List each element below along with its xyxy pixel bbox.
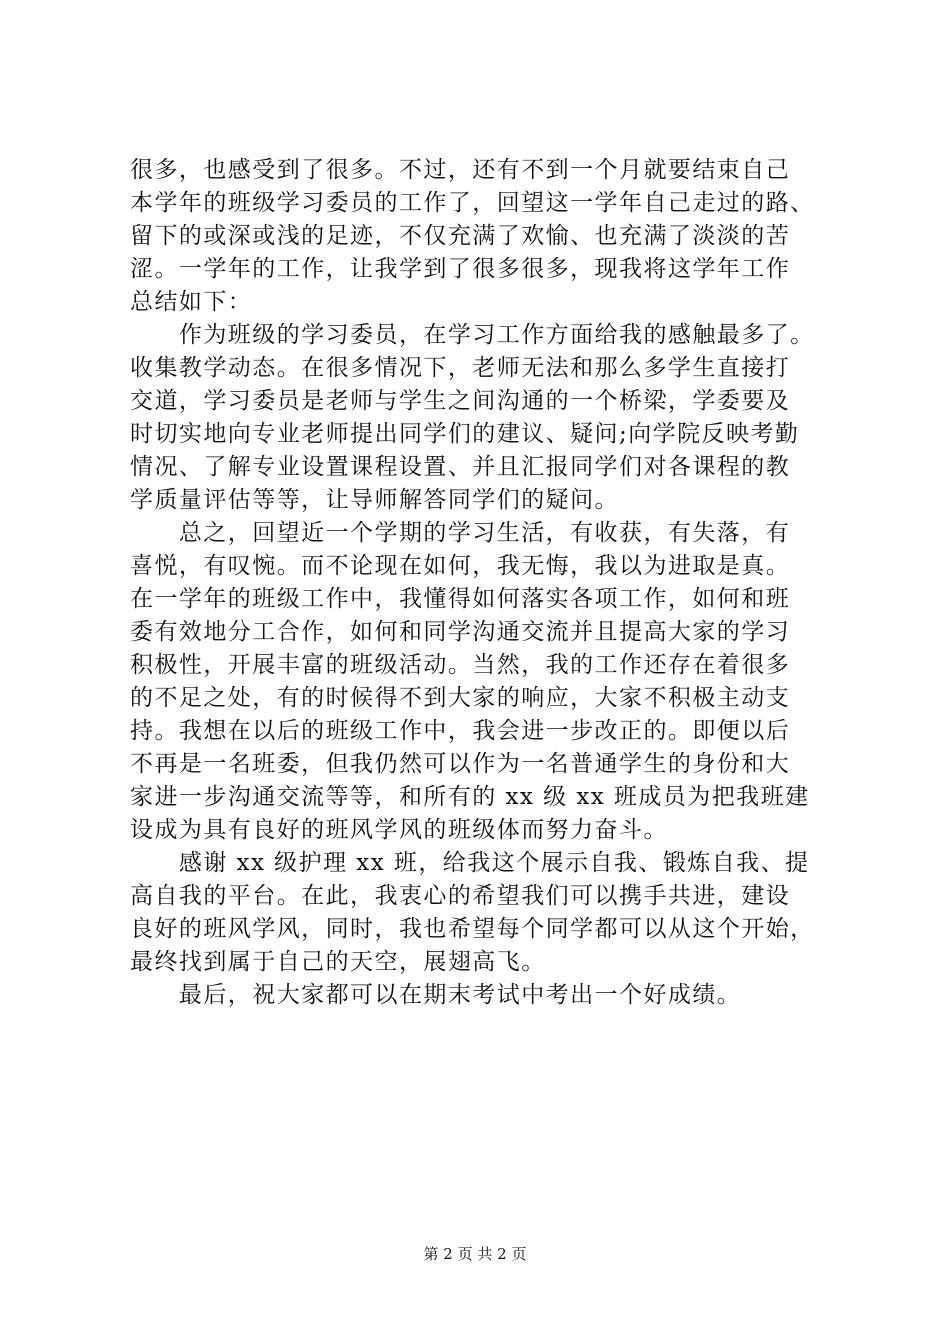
text-line: 留下的或深或浅的足迹，不仅充满了欢愉、也充满了淡淡的苦	[130, 223, 791, 249]
text-line: 高自我的平台。在此，我衷心的希望我们可以携手共进，建设	[130, 883, 791, 909]
text-line: 最后，祝大家都可以在期末考试中考出一个好成绩。	[130, 982, 742, 1008]
text-line: 良好的班风学风，同时，我也希望每个同学都可以从这个开始，	[130, 916, 815, 942]
text-line: 喜悦，有叹惋。而不论现在如何，我无悔，我以为进取是真。	[130, 553, 791, 579]
text-line: 总之，回望近一个学期的学习生活，有收获，有失落，有	[130, 520, 791, 546]
text-line: 本学年的班级学习委员的工作了，回望这一学年自己走过的路、	[130, 190, 815, 216]
text-line: 总结如下：	[130, 289, 253, 315]
text-line: 在一学年的班级工作中，我懂得如何落实各项工作，如何和班	[130, 586, 791, 612]
text-line: 作为班级的学习委员，在学习工作方面给我的感触最多了。	[130, 322, 815, 348]
text-line: 设成为具有良好的班风学风的班级体而努力奋斗。	[130, 817, 668, 843]
text-line: 的不足之处，有的时候得不到大家的响应，大家不积极主动支	[130, 685, 791, 711]
text-line: 学质量评估等等，让导师解答同学们的疑问。	[130, 487, 619, 513]
text-line: 持。我想在以后的班级工作中，我会进一步改正的。即便以后	[130, 718, 791, 744]
text-line: 不再是一名班委，但我仍然可以作为一名普通学生的身份和大	[130, 751, 791, 777]
text-line: 涩。一学年的工作，让我学到了很多很多，现我将这学年工作	[130, 256, 791, 282]
text-line: 时切实地向专业老师提出同学们的建议、疑问;向学院反映考勤	[130, 421, 800, 447]
text-line: 很多，也感受到了很多。不过，还有不到一个月就要结束自己	[130, 157, 791, 183]
page-number: 第 2 页 共 2 页	[423, 1245, 527, 1263]
text-line: 积极性，开展丰富的班级活动。当然，我的工作还存在着很多	[130, 652, 791, 678]
page-footer	[0, 1244, 950, 1264]
text-line: 最终找到属于自己的天空，展翅高飞。	[130, 949, 546, 975]
text-line: 感谢 xx 级护理 xx 班，给我这个展示自我、锻炼自我、提	[130, 850, 810, 876]
document-body	[130, 154, 842, 1012]
text-line: 家进一步沟通交流等等，和所有的 xx 级 xx 班成员为把我班建	[130, 784, 810, 810]
text-line: 委有效地分工合作，如何和同学沟通交流并且提高大家的学习	[130, 619, 791, 645]
text-line: 情况、了解专业设置课程设置、并且汇报同学们对各课程的教	[130, 454, 791, 480]
text-line: 交道，学习委员是老师与学生之间沟通的一个桥梁，学委要及	[130, 388, 791, 414]
text-line: 收集教学动态。在很多情况下，老师无法和那么多学生直接打	[130, 355, 791, 381]
